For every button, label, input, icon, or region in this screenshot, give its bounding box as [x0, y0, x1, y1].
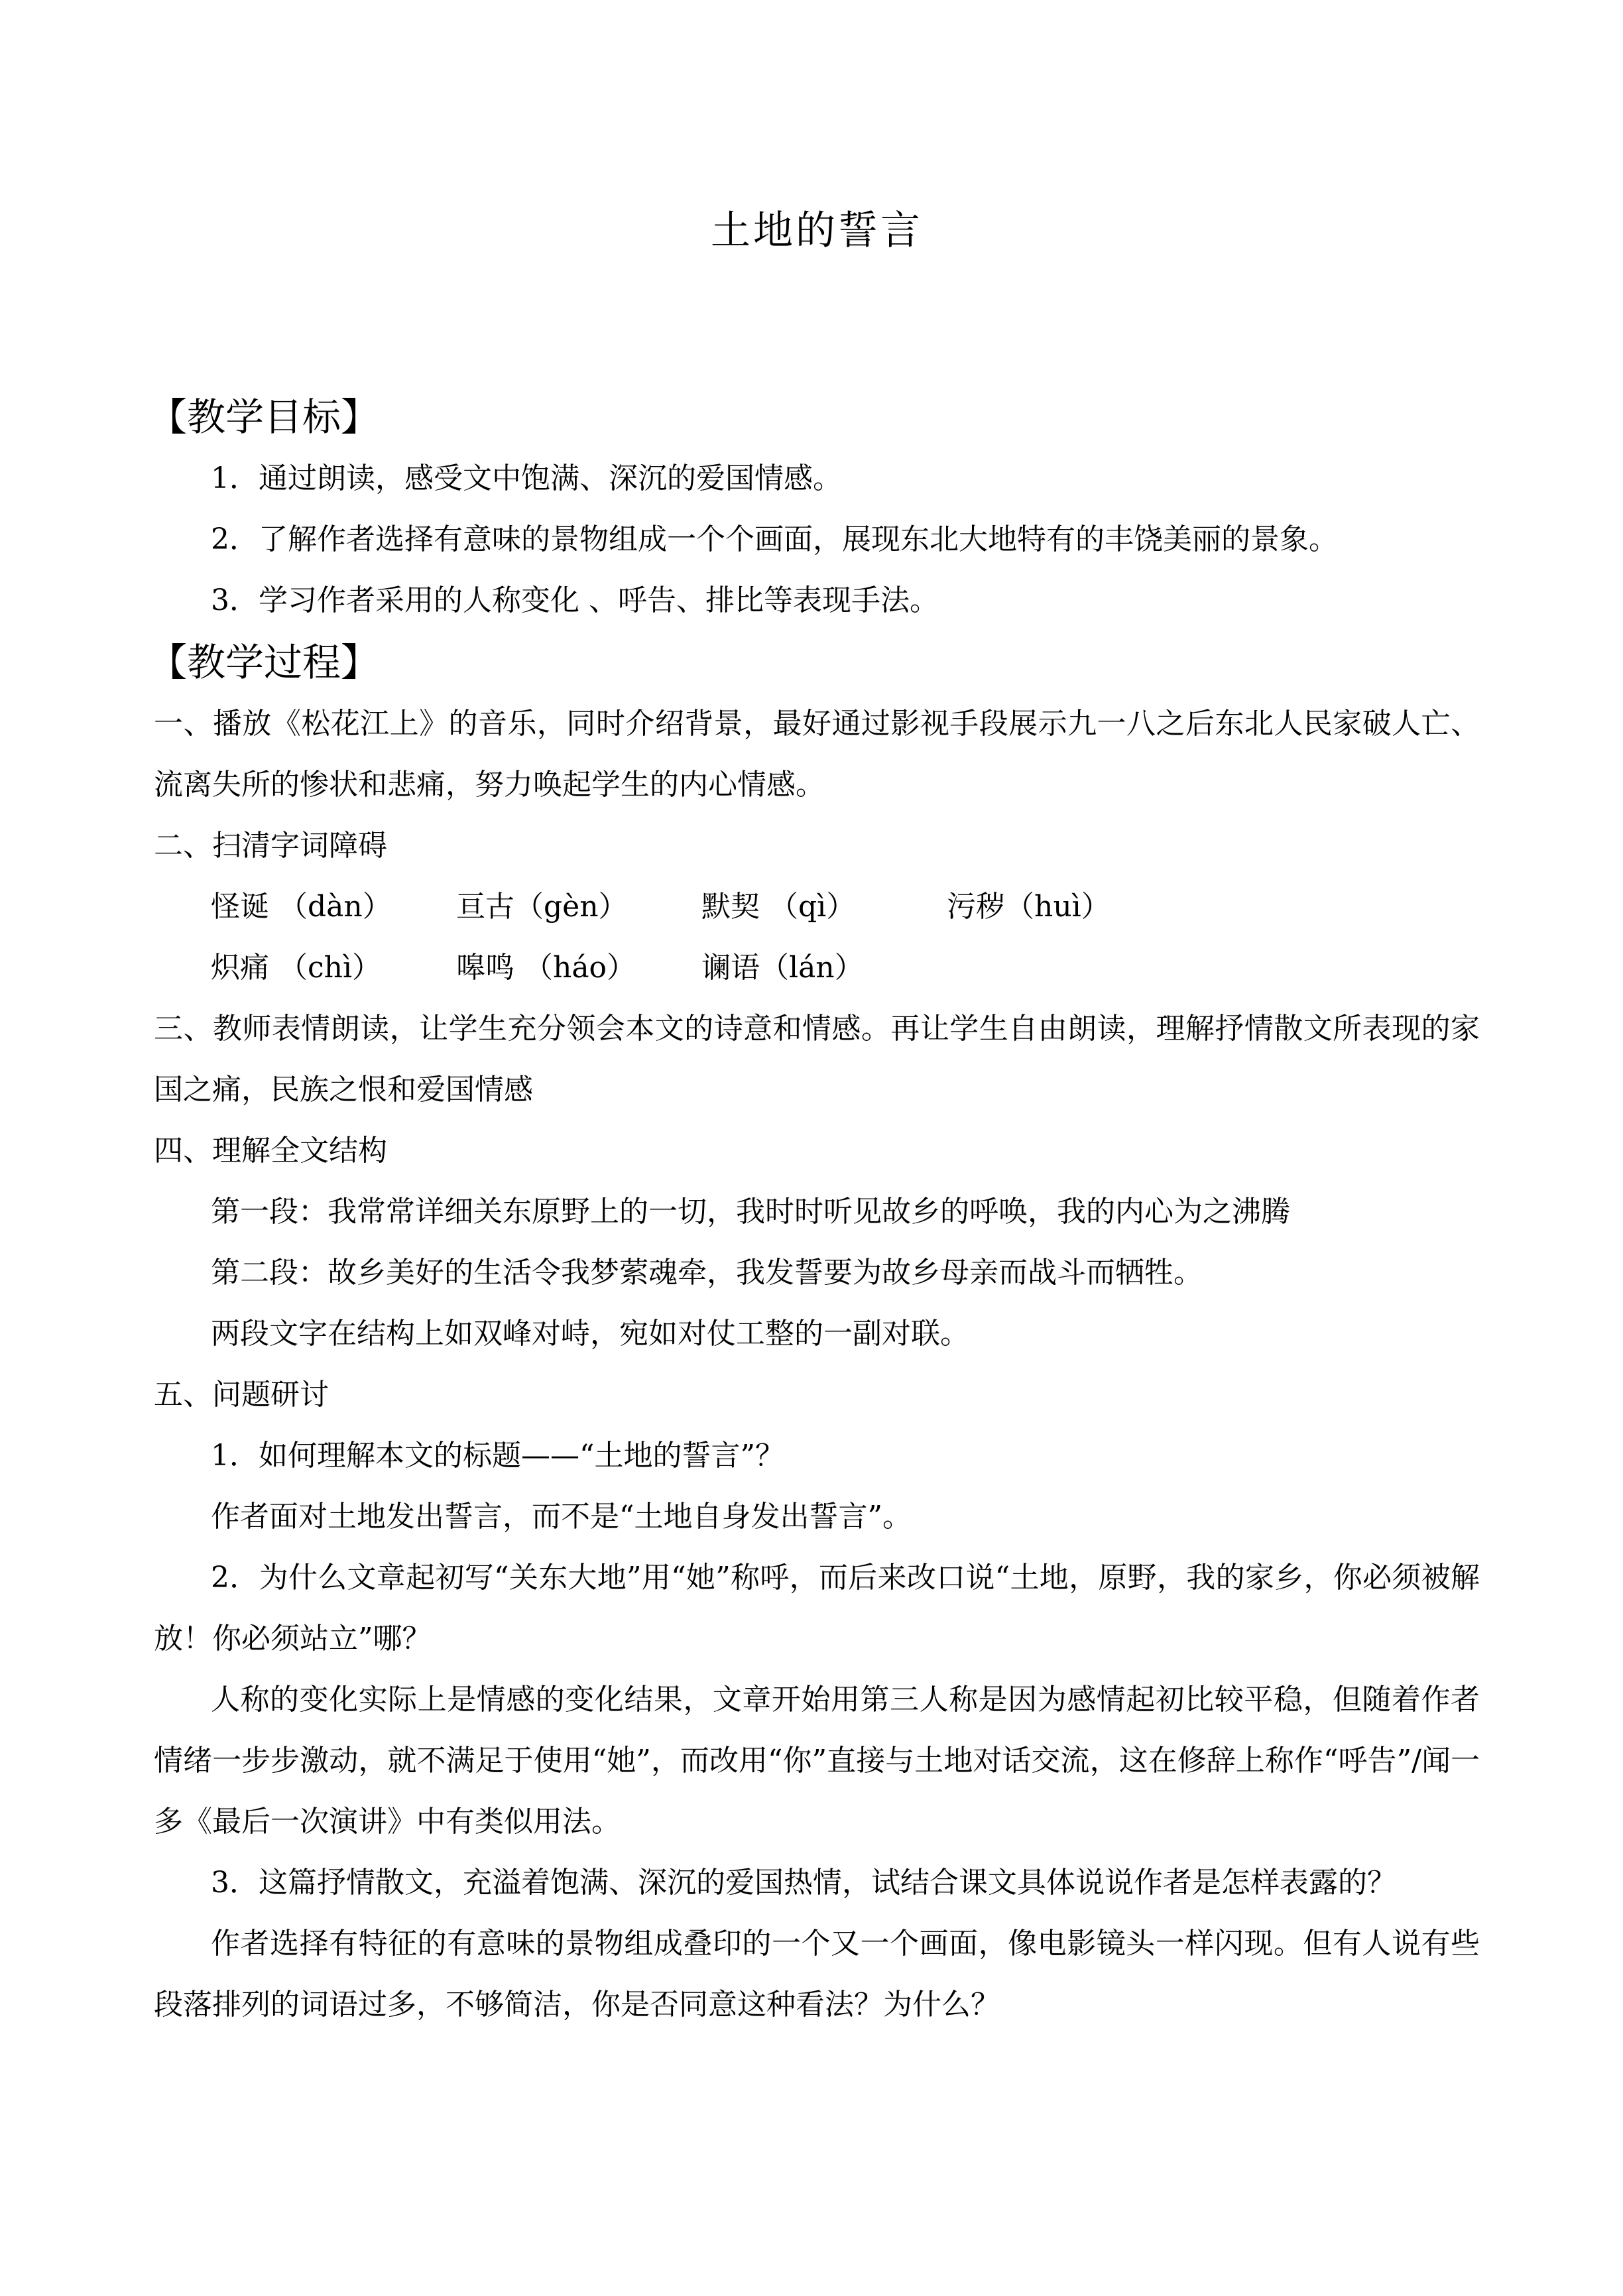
structure-para-2: 第二段：故乡美好的生活令我梦萦魂牵，我发誓要为故乡母亲而战斗而牺牲。 [211, 1256, 1203, 1290]
structure-para-1: 第一段：我常常详细关东原野上的一切，我时时听见故乡的呼唤，我的内心为之沸腾 [211, 1195, 1290, 1229]
answer-2: 人称的变化实际上是情感的变化结果，文章开始用第三人称是因为感情起初比较平稳，但随着作者情绪一步步激动，就不满足于使用“她”，而改用“你”直接与土地对话交流，这在修辞上称作“呼告”/闻一多《最后一次演讲》中有类似用法。 [154, 1683, 1480, 1839]
objective-item-3: 3．学习作者采用的人称变化 、呼告、排比等表现手法。 [211, 583, 939, 617]
process-heading: 【教学过程】 [149, 640, 380, 685]
vocab-word: 亘古（gèn） [456, 890, 628, 924]
vocab-row-2 [154, 937, 1480, 998]
answer-1: 作者面对土地发出誓言，而不是“土地自身发出誓言”。 [211, 1500, 912, 1534]
objective-item-1: 1．通过朗读，感受文中饱满、深沉的爱国情感。 [211, 461, 842, 495]
question-3: 3．这篇抒情散文，充溢着饱满、深沉的爱国热情，试结合课文具体说说作者是怎样表露的？ [211, 1866, 1396, 1900]
process-step-2: 二、扫清字词障碍 [154, 829, 387, 863]
vocab-word: 怪诞 （dàn） [211, 890, 392, 924]
vocab-row-1 [154, 876, 1480, 937]
vocab-word: 嗥鸣 （háo） [456, 951, 636, 985]
structure-para-3: 两段文字在结构上如双峰对峙，宛如对仗工整的一副对联。 [211, 1317, 969, 1351]
process-step-5: 五、问题研讨 [154, 1378, 329, 1412]
objective-item-2: 2．了解作者选择有意味的景物组成一个个画面，展现东北大地特有的丰饶美丽的景象。 [211, 522, 1338, 556]
process-step-3: 三、教师表情朗读，让学生充分领会本文的诗意和情感。再让学生自由朗读，理解抒情散文所表现的家国之痛，民族之恨和爱国情感 [154, 1012, 1480, 1107]
objectives-heading: 【教学目标】 [149, 394, 380, 440]
answer-3: 作者选择有特征的有意味的景物组成叠印的一个又一个画面，像电影镜头一样闪现。但有人说有些段落排列的词语过多，不够简洁，你是否同意这种看法？为什么？ [154, 1927, 1480, 2022]
process-step-1: 一、播放《松花江上》的音乐，同时介绍背景，最好通过影视手段展示九一八之后东北人民家破人亡、流离失所的惨状和悲痛，努力唤起学生的内心情感。 [154, 707, 1480, 802]
vocab-word: 谰语（lán） [701, 951, 864, 985]
document-body [149, 386, 1480, 2035]
process-step-4: 四、理解全文结构 [154, 1134, 387, 1168]
document-title: 土地的誓言 [711, 208, 923, 254]
vocab-word: 炽痛 （chì） [211, 951, 382, 985]
question-1: 1．如何理解本文的标题——“土地的誓言”？ [211, 1439, 784, 1473]
vocab-word: 默契 （qì） [701, 890, 856, 924]
question-2: 2．为什么文章起初写“关东大地”用“她”称呼，而后来改口说“土地，原野，我的家乡，你必须被解放！你必须站立”哪？ [154, 1561, 1480, 1656]
vocab-word: 污秽（huì） [947, 890, 1111, 924]
